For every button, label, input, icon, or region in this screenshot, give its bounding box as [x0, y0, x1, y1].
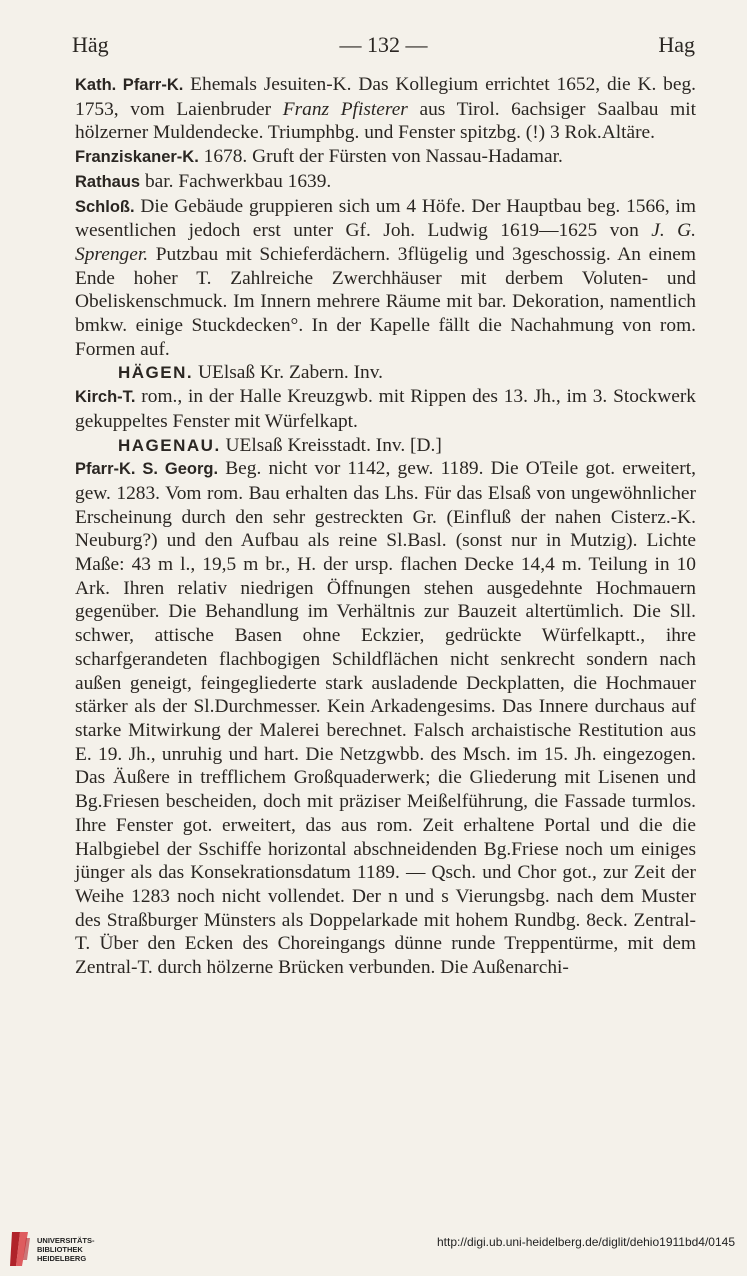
- place-name: HAGENAU.: [118, 435, 221, 455]
- artist-name: Franz Pfisterer: [282, 98, 408, 120]
- entry-schloss: [75, 195, 696, 362]
- artist-name: J. G. Sprenger.: [75, 220, 696, 265]
- running-header: [72, 32, 695, 62]
- place-info: UElsaß Kreisstadt. Inv. [D.]: [220, 434, 442, 456]
- entry-text: Die Gebäude gruppieren sich um 4 Höfe. Der Hauptbau beg. 1566, im wesentlichen jedoch erst unter Gf. Joh. Ludwig 1619—1625 von: [75, 195, 696, 242]
- library-logo[interactable]: [8, 1230, 95, 1268]
- header-right-catchword: Hag: [658, 32, 695, 57]
- entry-lemma: Kirch-T.: [75, 388, 136, 407]
- place-heading-haegen: [75, 361, 696, 385]
- entry-lemma: Rathaus: [75, 172, 141, 191]
- library-name: UNIVERSITÄTS- BIBLIOTHEK HEIDELBERG: [37, 1235, 95, 1263]
- entry-text: Beg. nicht vor 1142, gew. 1189. Die OTeile got. erweitert, gew. 1283. Vom rom. Bau erhalten das Lhs. Für das Elsaß von ungewöhnlicher Erscheinung durch den sehr gestreckten Gr. (Einfluß der nahen Cisterz.-K. Neuburg?) und den Aufbau als reine Sl.Basl. (sonst nur in Mutzig). Lichte Maße: 43 m l., 19,5 m br., H. der ursp. flachen Decke 14,4 m. Teilung in 10 Ark. Ihren relativ niedrigen Öffnungen stehen ausgedehnte Hochmauern gegenüber. Die Behandlung im Verhältnis zur Bauzeit altertümlich. Die Sll. schwer, attische Basen ohne Eckzier, gedrückte Würfelkaptt., ihre scharfgerandeten flachbogigen Schildflächen nicht senkrecht sondern nach außen geneigt, feingegliederte stark ausladende Deckplatten, die Hochmauer stärker als der Sl.Durchmesser. Kein Arkadengesims. Das Innere durchaus auf starke Mitwirkung der Malerei berechnet. Falsch archaistische Restitution aus E. 19. Jh., unruhig und hart. Die Netzgwbb. des Msch. im 15. Jh. eingezogen. Das Äußere in trefflichem Großquaderwerk; die Gliederung mit Lisenen und Bg.Friesen bescheiden, doch mit präziser Meißelführung, die Fassade turmlos. Ihre Fenster got. erweitert, das aus rom. Zeit erhaltene Portal und die die Halbgiebel der Sschiffe horizontal abschneidenden Bg.Friese noch um einiges jünger als das Konsekrationsdatum 1189. — Qsch. und Chor got., zur Zeit der Weihe 1283 noch nicht vollendet. Der n und s Vierungsbg. nach dem Muster des Straßburger Münsters als Doppelarkade mit hohem Rundbg. 8eck. Zentral-T. Über den Ecken des Choreingangs dünne runde Treppentürme, mit dem Zentral-T. durch hölzerne Brücken verbunden. Die Außenarchi-: [75, 458, 696, 979]
- entry-text: Ehemals Jesuiten-K. Das Kollegium errichtet 1652, die K. beg. 1753, vom Laienbruder: [75, 74, 696, 120]
- page-number: — 132 —: [339, 32, 428, 57]
- place-info: UElsaß Kr. Zabern. Inv.: [193, 362, 384, 384]
- header-left-catchword: Häg: [72, 32, 109, 57]
- entry-lemma: Kath. Pfarr-K.: [75, 76, 184, 94]
- entry-rathaus: [75, 170, 696, 195]
- entry-pfarrkirche-georg: [75, 457, 696, 979]
- page-body: [75, 73, 696, 980]
- place-name: HÄGEN.: [118, 363, 194, 383]
- entry-text: Putzbau mit Schieferdächern. 3flügelig und 3geschossig. An einem Ende hoher T. Zahlreiche Zwerchhäuser mit derbem Voluten- und Obeliskenschmuck. Im Innern mehrere Räume mit bar. Dekoration, namentlich bmkw. einige Stuckdecken°. In der Kapelle fällt die Nachahmung von rom. Formen auf.: [75, 243, 696, 360]
- source-url-link[interactable]: http://digi.ub.uni-heidelberg.de/diglit/dehio1911bd4/0145: [436, 1235, 735, 1249]
- entry-text: rom., in der Halle Kreuzgwb. mit Rippen des 13. Jh., im 3. Stockwerk gekuppeltes Fenster mit Würfelkapt.: [75, 386, 696, 432]
- place-heading-hagenau: [75, 434, 696, 458]
- entry-lemma: Schloß.: [75, 197, 135, 216]
- entry-kirchturm: [75, 385, 696, 433]
- entry-text: 1678. Gruft der Fürsten von Nassau-Hadamar.: [198, 146, 563, 168]
- entry-text: bar. Fachwerkbau 1639.: [140, 170, 332, 192]
- entry-kath-pfarrkirche: [75, 73, 696, 145]
- library-emblem-icon: [8, 1230, 32, 1268]
- entry-text: aus Tirol. 6achsiger Saalbau mit hölzerner Muldendecke. Triumphbg. und Fenster spitzbg. (!) 3 Rok.Altäre.: [75, 98, 696, 144]
- entry-lemma: Franziskaner-K.: [75, 148, 199, 167]
- entry-franziskaner: [75, 145, 696, 170]
- page-footer: [0, 1226, 747, 1276]
- entry-lemma: Pfarr-K. S. Georg.: [75, 460, 219, 479]
